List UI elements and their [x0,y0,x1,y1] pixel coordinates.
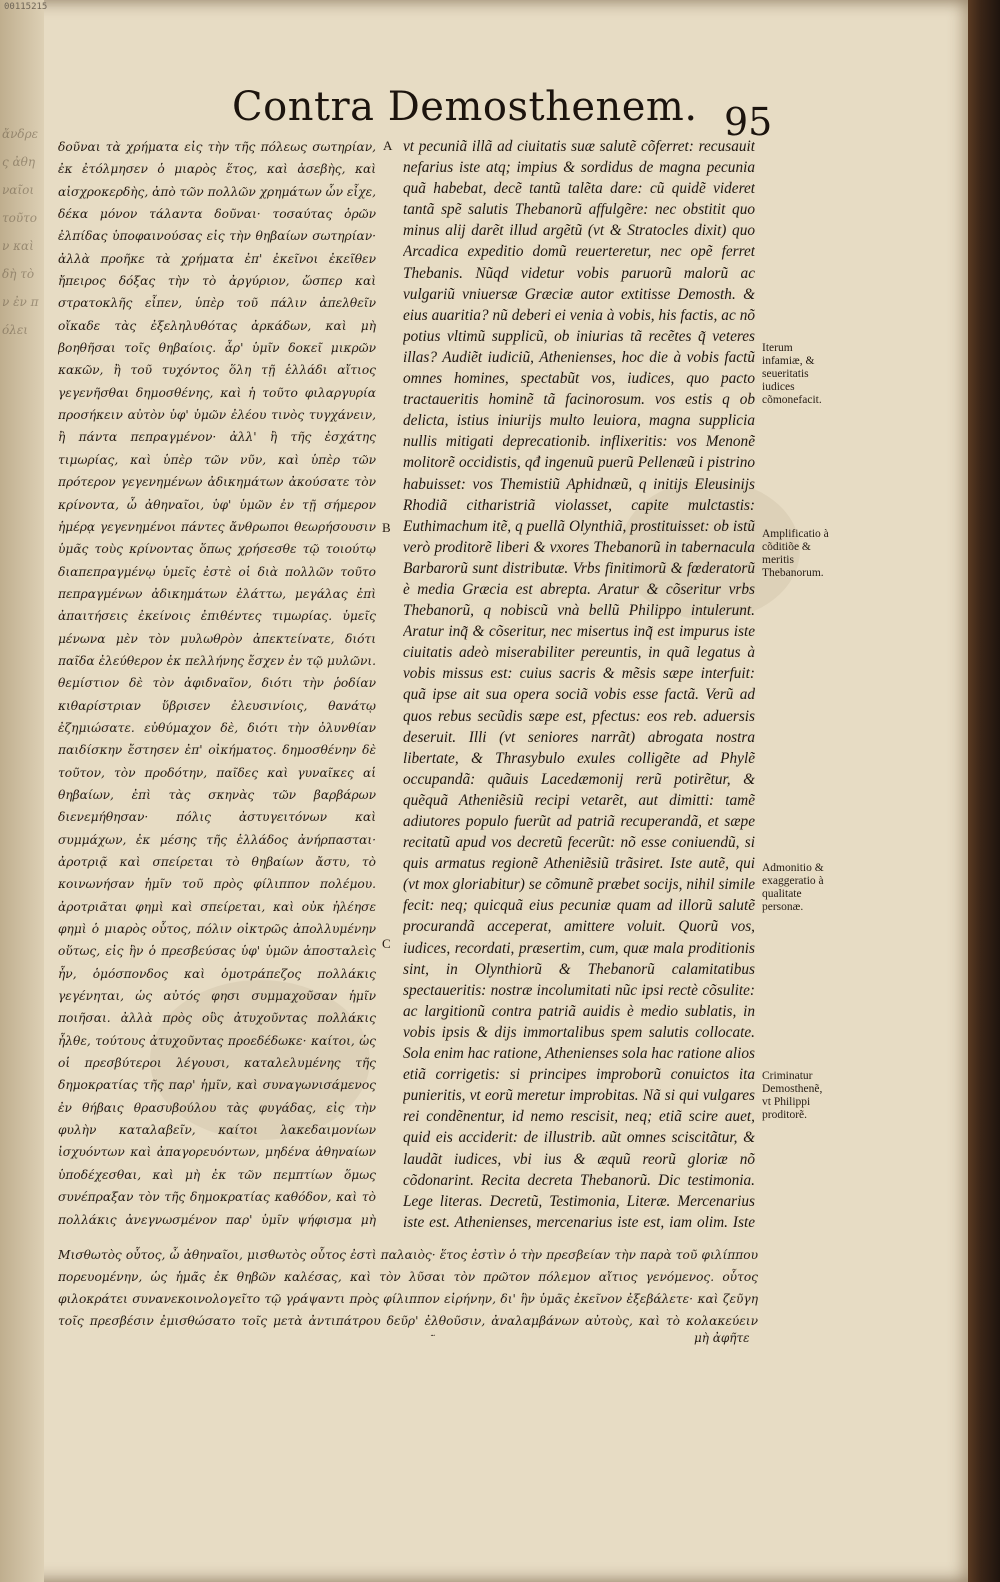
catchword: μὴ ἀφῆτε [694,1331,750,1345]
margin-gloss-1: Iterum infamiæ, & seueritatis iudices cõmonefacit. [762,342,822,406]
margin-gloss-2: Amplificatio à cõditiõe & meritis Thebanorum. [762,528,829,579]
section-marker-b: B [382,520,391,535]
section-marker-a: A [383,138,393,153]
facing-page-residue: ἄνδρες ἀθηναῖοι τοῦτον καὶ δὴ τὸν ἐν πόλει [2,127,39,337]
latin-column [403,136,755,1232]
greek-full-width-text: Μισθωτὸς οὗτος, ὦ ἀθηναῖοι, μισθωτὸς οὗτος ἐστὶ παλαιὸς· ἕτος ἐστὶν ὁ τὴν πρεσβείαν τὴν παρὰ τοῦ φιλίππου πορευομένην, ὡς ἡμᾶς ἐκ θηβῶν καλέσας, καὶ τὸν λῦσαι τὸν πρῶτον πόλεμον αἴτιος γενόμενος. οὗτος φιλοκράτει συνανεκοινολογεῖτο τῷ γράψαντι πρὸς φίλιππον εἰρήνην, δι' ἣν ὑμᾶς ἐκεῖνον ἐξεβάλετε· καὶ ζεῦγη τοῖς πρεσβέσιν ἐμισθώσατο τοῖς μετὰ ἀντιπάτρου δεῦρ' ἐλθοῦσιν, ἀναλαμβάνων αὐτοὺς, καὶ τὸ κολακεύειν [58,1248,758,1328]
running-title: Contra Demosthenem. [232,84,698,130]
greek-body-text: δοῦναι τὰ χρήματα εἰς τὴν τῆς πόλεως σωτηρίαν, ἐκ ἐτόλμησεν ὁ μιαρὸς ἕτος, καὶ ἀσεβὴς, καὶ αἰσχροκερδὴς, ἀπὸ τῶν πολλῶν χρημάτων ὧν εἶχε, δέκα μόνον τάλαντα δοῦναι· τοσαύτας ὁρῶν ἐλπίδας ὑποφαινούσας εἰς τὴν θηβαίων σωτηρίαν· ἀλλὰ προῆκε τὰ χρήματα ἐπ' ἐκεῖνοι ἐκεῖθεν ἤπειρος δόξας τὴν τὸ ἀργύριον, ὥσπερ καὶ στρατοκλῆς εἶπεν, ὑπὲρ τοῦ πάλιν ἀπελθεῖν οἴκαδε τὰς ἐξεληλυθότας ἀρκάδων, καὶ μὴ βοηθῆσαι τοῖς θηβαίοις. ἆρ' ὑμῖν δοκεῖ μικρῶν κακῶν, ἢ τοῦ τυχόντος ὅλη τῇ ἑλλάδι αἴτιος γεγενῆσθαι δημοσθένης, καὶ ἡ τοῦτο φιλαργυρία προσήκειν αὐτὸν ὑφ' ὑμῶν ἐλέου τινὸς τυγχάνειν, ἢ πάντα πεπραγμένον· ἀλλ' ἢ τῆς ἐσχάτης τιμωρίας, καὶ ὑπὲρ τῶν νῦν, καὶ ὑπὲρ τῶν πρότερον γεγενημένων ἀδικημάτων ἀκούσατε τὸν κρίνοντα, ὦ ἀθηναῖοι, ὑφ' ὑμῶν ἐν τῇ σήμερον ἡμέρᾳ γεγενημένοι πάντες ἄνθρωποι θεωρήσουσιν ὑμᾶς τοὺς κρίνοντας ὅπως χρήσεσθε τῷ τοιούτῳ διαπεπραγμένῳ ὑμεῖς ἐστὲ οἱ διὰ πολλῶν τοῦτο πεπραγμένων ἀδικημάτων ἐλάττω, μεγάλας ἐπὶ ἀπαιτήσεις ἐκείνοις ἐπιθέντες τιμωρίας. ὑμεῖς μένωνα μὲν τὸν μυλωθρὸν ἀπεκτείνατε, διότι παῖδα ἐλεύθερον ἐκ πελλήνης ἔσχεν ἐν τῷ μυλῶνι. θεμίστιον δὲ τὸν ἀφιδναῖον, διότι τὴν ῥοδίαν κιθαρίστριαν ὕβρισεν ἐλευσινίοις, θανάτῳ ἐζημιώσατε. εὐθύμαχον δὲ, διότι τὴν ὀλυνθίαν παιδίσκην ἔστησεν ἐπ' οἰκήματος. δημοσθένην δὲ τοῦτον, τὸν προδότην, παῖδες καὶ γυναῖκες αἱ θηβαίων, ἐπὶ τὰς σκηνὰς τῶν βαρβάρων διενεμήθησαν· πόλις ἀστυγειτόνων καὶ συμμάχων, ἐκ μέσης τῆς ἑλλάδος ἀνήρπασται· ἀροτριᾷ καὶ σπείρεται τὸ θηβαίων ἄστυ, τὸ κοινωνήσαν ἡμῖν τοῦ πρὸς φίλιππον πολέμου. ἀροτριᾶται φημὶ καὶ σπείρεται, καὶ οὐκ ἠλέησε φημὶ ὁ μιαρὸς οὗτος, πόλιν οἰκτρῶς ἀπολλυμένην οὕτως, εἰς ἣν ὁ πρεσβεύσας ὑφ' ὑμῶν ἀποσταλεὶς ἦν, ὁμόσπονδος καὶ ὁμοτράπεζος πολλάκις γεγένηται, ὡς αὐτός φησι συμμαχοῦσαν ἡμῖν ποιῆσαι. ἀλλὰ πρὸς οὓς ἀτυχοῦντας πολλάκις ἦλθε, τούτους ἀτυχοῦντας προεδέδωκε· καίτοι, ὡς οἱ πρεσβύτεροι λέγουσι, καταλελυμένης τῆς δημοκρατίας τῆς παρ' ἡμῖν, καὶ συναγωνισάμενος ἐν θήβαις θρασυβούλου τὰς φυγάδας, εἰς τὴν φυλὴν καταλαβεῖν, καίτοι λακεδαιμονίων ἰσχυόντων καὶ ἀπαγορευόντων, μηδένα ἀθηναίων ὑποδέχεσθαι, καὶ μὴ ἐκ τῶν πεμπτίων ὅμως συνέπραξαν τὸν τῆς δημοκρατίας καθόδον, καὶ τὸ πολλάκις ἀνεγνωσμένον παρ' ὑμῖν ψήφισμα μὴ [58,140,376,1227]
greek-column [58,136,376,1228]
margin-gloss-4: Criminatur Demosthenẽ, vt Philippi proditorẽ. [762,1070,823,1121]
facing-page-edge [0,0,44,1582]
page-number: 95 [724,100,773,144]
section-marker-c: C [382,936,391,951]
book-edge [968,0,1000,1582]
margin-gloss-3: Admonitio & exaggeratio à qualitate personæ. [762,862,824,913]
latin-body-text: vt pecuniã illã ad ciuitatis suæ salutẽ cõferret: recusauit nefarius iste atq; impius & sordidus de magna pecunia quã habebat, decẽ tantũ talẽta dare: cũ quidẽ videret tantã spẽ salutis Thebanorũ affulgẽre: nec obstitit quo minus alij darẽt illud argẽtũ (vt & Stratocles dixit) quo Arcadica expeditio domũ reuerteretur, nec opẽ ferret Thebanis. Nũqd videtur vobis paruorũ malorũ ac vulgariũ vniuersæ Græciæ autor extitisse Demosth. & eius auaritia? nũ deberi ei venia à vobis, his factis, ac nõ potius vltimũ supplicũ, ob iniurias tã recẽtes q̃ veteres illas? Audiẽt iudiciũ, Athenienses, hoc die à vobis factũ omnes homines, spectabũt vos, iudices, quo pacto tractaueritis hominẽ tã facinorosum. vos estis q ob delicta, istius iniurijs multo leuiora, magna supplicia nullis mitigati deprecationib. inflixeritis: vos Menonẽ molitorẽ occidistis, qđ ingenuũ puerũ Pellenæũ i pistrino habuisset: vos Themistiũ Aphidnæũ, q initijs Eleusinijs Rhodiã citharistriã violasset, capite mulctastis: Euthimachum itẽ, q puellã Olynthiã, prostituisset: ob istũ verò proditorẽ liberi & vxores Thebanorũ in tabernacula Barbarorũ sunt distributæ. Vrbs finitimorũ & fœderatorũ è media Græcia est abrepta. Aratur & cõseritur vrbs Thebanorũ, q nobiscũ vnà bellũ Philippo intulerunt. Aratur inq̃ & cõseritur, nec misertus inq̃ est impurus iste ciuitatis adeò miserabiliter pereuntis, in quã legatus à vobis missus est: cuius sacris & mẽsis sæpe interfuit: quã ipse ait sua opera sociã vobis esse factã. Verũ ad quos rebus secũdis sæpe est, pfectus: eos reb. aduersis deseruit. Illi (vt seniores narrãt) abrogata nostra libertate, & Thrasybulo exules colligẽte ad Phylẽ occupandã: quãuis Lacedæmonij rerũ potirẽtur, & quẽquã Atheniẽsiũ recipi vetarẽt, aut dimitti: tamẽ adiutores populo fuerũt ad patriã recuperandã, et sæpe recitatũ apud vos decretũ fecerũt: nõ esse coniuendũ, si quis armatus regionẽ Atheniẽsiũ trãsiret. Iste autẽ, qui (vt mox gloriabitur) se cõmunẽ præbet socijs, nihil simile fecit: neq; quicquã eius pecuniæ quam ad illorũ salutẽ procurandã acceperat, amittere voluit. Quorũ vos, iudices, recordati, præsertim, cum, quæ mala proditionis sint, in Olynthiorũ & Thebanorũ calamitatibus spectaueritis: nostræ incolumitati nũc ipsi rectè cõsulite: ac largitionũ contra patriã auidis è medio sublatis, in vobis ipsis & dijs immortalibus spem salutis collocate. Sola enim hac ratione, Athenienses sola hac ratione alios etiã corrigetis: si principes improborũ conuictos ita punieritis, vt eorũ meretur improbitas. Nã si qui vulgares rei condẽnentur, id nemo rescisit, neq; etiã scire auet, quid eis acciderit: de illustrib. aũt omnes sciscitãtur, & laudãt iudices, vbi ius & æquũ reorũ gloriæ nõ cõdonarint. Recita decreta Thebanorũ. Dic testimonia. Lege literas. Decretũ, Testimonia, Literæ. Mercenarius iste est. Athenienses, mercenarius iste est, iam olim. Iste [403,138,755,1231]
shelfmark: 00115215 [4,2,48,12]
